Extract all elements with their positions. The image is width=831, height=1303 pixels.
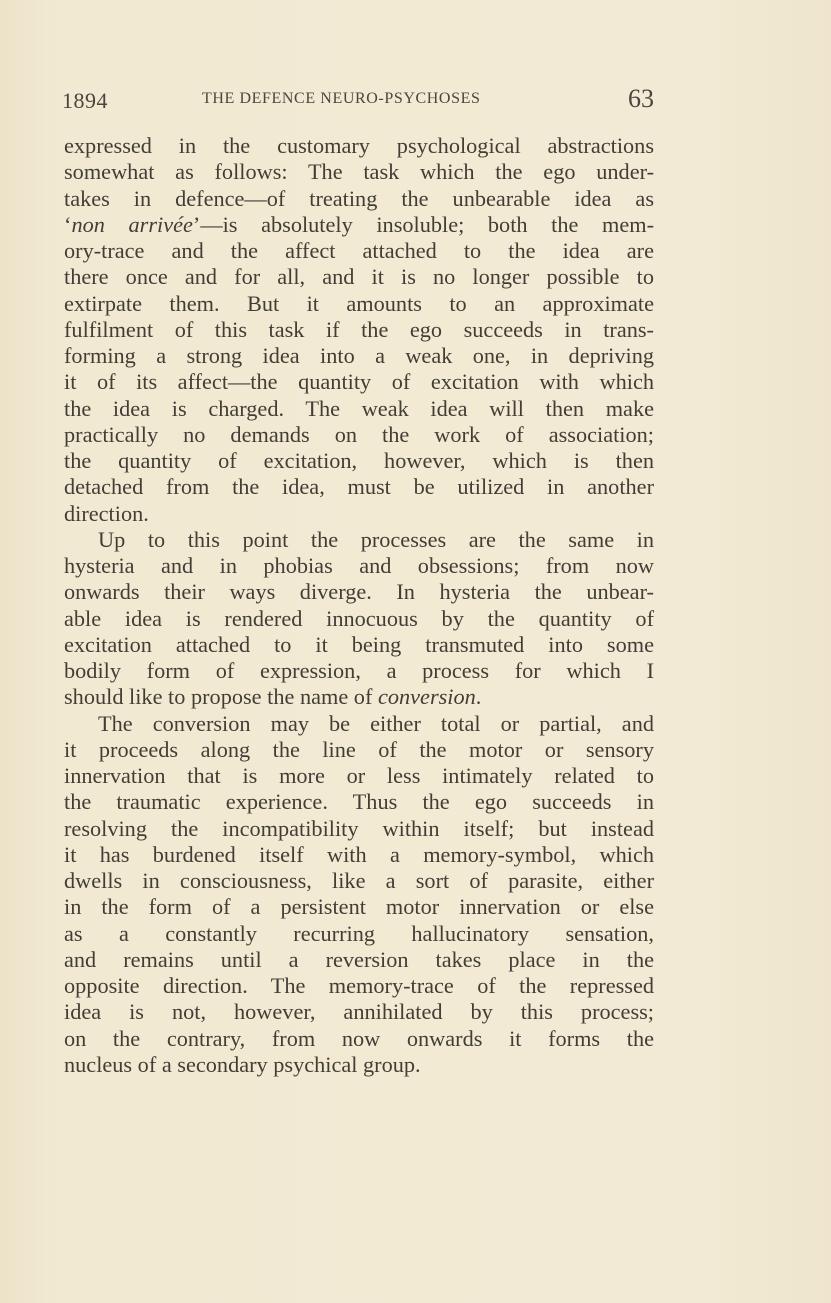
text-line: innervation that is more or less intimately related to (64, 763, 654, 788)
text-line: opposite direction. The memory-trace of the repressed (64, 973, 654, 998)
text-line: detached from the idea, must be utilized in another (64, 474, 654, 500)
text-line: and remains until a reversion takes place in the (64, 946, 654, 972)
text-line: able idea is rendered innocuous by the quantity of (64, 605, 654, 631)
text-line: excitation attached to it being transmuted into some (64, 631, 654, 657)
paragraph-1 (64, 133, 654, 527)
open-quote: ‘ (64, 211, 72, 237)
text-line: it of its affect—the quantity of excitation with which (64, 369, 654, 395)
text-line: it proceeds along the line of the motor or sensory (64, 736, 654, 762)
running-head (64, 84, 656, 114)
text-line: the quantity of excitation, however, which is then (64, 448, 654, 473)
text-line: there once and for all, and it is no longer possible to (64, 264, 654, 290)
text-line: The conversion may be either total or partial, and (98, 710, 654, 736)
text-line: hysteria and in phobias and obsessions; from now (64, 553, 654, 578)
text-line: forming a strong idea into a weak one, in depriving (64, 343, 654, 368)
text-line: somewhat as follows: The task which the ego under- (64, 159, 654, 185)
text-line: as a constantly recurring hallucinatory sensation, (64, 920, 654, 946)
text-line: extirpate them. But it amounts to an approximate (64, 290, 654, 316)
text-line: idea is not, however, annihilated by this process; (64, 999, 654, 1025)
italic-phrase-non-arrivee: non arrivée (71, 211, 193, 237)
text-line: it has burdened itself with a memory-symbol, which (64, 841, 654, 867)
text-line: practically no demands on the work of association; (64, 421, 654, 447)
line-end: . (475, 684, 482, 710)
text-line: takes in defence—of treating the unbearable idea as (64, 185, 654, 211)
paragraph-3 (64, 711, 654, 1079)
text-line: fulfilment of this task if the ego succeeds in trans- (64, 316, 654, 342)
paragraph-2 (64, 527, 654, 711)
text-line: the traumatic experience. Thus the ego succeeds in (64, 789, 654, 815)
text-line: direction. (64, 500, 149, 526)
text-line: onwards their ways diverge. In hysteria the unbear- (64, 579, 654, 605)
body-text (64, 133, 654, 1078)
text-line: the idea is charged. The weak idea will then make (64, 395, 654, 421)
running-head-title: THE DEFENCE NEURO-PSYCHOSES (202, 90, 481, 107)
text-line: bodily form of expression, a process for which I (64, 658, 654, 683)
text-line: in the form of a persistent motor innervation or else (64, 894, 654, 920)
running-head-year: 1894 (62, 88, 108, 113)
italic-term-conversion: conversion (377, 684, 476, 710)
text-line: ory-trace and the affect attached to the idea are (64, 238, 654, 263)
text-line-with-italic (64, 684, 654, 710)
text-line: resolving the incompatibility within itself; but instead (64, 815, 654, 841)
text-line: dwells in consciousness, like a sort of parasite, either (64, 868, 654, 893)
text-line: on the contrary, from now onwards it forms the (64, 1025, 654, 1051)
line-rest: ’—is absolutely insoluble; both the mem- (192, 211, 655, 237)
line-plain: should like to propose the name of (64, 684, 378, 710)
text-line-with-italic (64, 212, 654, 238)
text-line: expressed in the customary psychological abstractions (64, 133, 654, 158)
page-number: 63 (628, 84, 654, 113)
text-line: nucleus of a secondary psychical group. (64, 1051, 421, 1077)
text-line: Up to this point the processes are the same in (98, 526, 654, 552)
